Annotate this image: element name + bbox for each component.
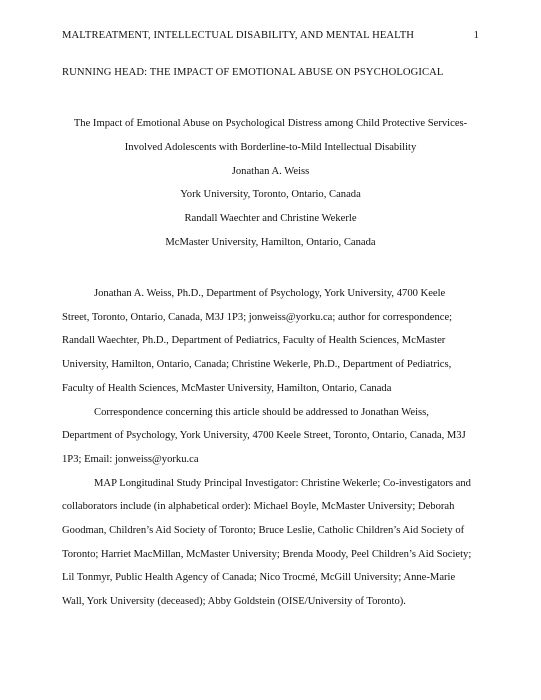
correspondence-line: Correspondence concerning this article should be addressed to Jonathan Weiss,	[94, 406, 429, 418]
study-team-line: Lil Tonmyr, Public Health Agency of Canada; Nico Trocmé, McGill University; Anne-Marie	[62, 572, 456, 584]
affiliation-1: York University, Toronto, Ontario, Canada	[180, 189, 361, 201]
title-block	[40, 112, 501, 255]
study-team-line: Toronto; Harriet MacMillan, McMaster University; Brenda Moody, Peel Children’s Aid Society;	[62, 548, 472, 560]
author-note-line: University, Hamilton, Ontario, Canada; Christine Wekerle, Ph.D., Department of Pediatrics,	[62, 359, 452, 371]
paper-title-line-1: The Impact of Emotional Abuse on Psychological Distress among Child Protective Services-	[73, 118, 468, 129]
affiliation-2: McMaster University, Hamilton, Ontario, Canada	[165, 236, 376, 248]
author-2: Randall Waechter and Christine Wekerle	[184, 213, 357, 225]
page-number: 1	[473, 30, 479, 41]
author-note	[62, 282, 479, 614]
study-team-line: Goodman, Children’s Aid Society of Toronto; Bruce Leslie, Catholic Children’s Aid Society of	[62, 525, 465, 537]
author-note-line: Street, Toronto, Ontario, Canada, M3J 1P3; jonweiss@yorku.ca; author for correspondence;	[62, 311, 453, 323]
author-note-line: Jonathan A. Weiss, Ph.D., Department of Psychology, York University, 4700 Keele	[94, 288, 446, 299]
author-1: Jonathan A. Weiss	[231, 165, 310, 177]
header-short-title: MALTREATMENT, INTELLECTUAL DISABILITY, AND MENTAL HEALTH	[62, 30, 415, 41]
correspondence-line: Department of Psychology, York University, 4700 Keele Street, Toronto, Ontario, Canada, M3J	[62, 430, 466, 442]
study-team-line: Wall, York University (deceased); Abby Goldstein (OISE/University of Toronto).	[62, 596, 406, 608]
study-team-line: MAP Longitudinal Study Principal Investigator: Christine Wekerle; Co-investigators and	[94, 477, 471, 489]
running-head: RUNNING HEAD: THE IMPACT OF EMOTIONAL ABUSE ON PSYCHOLOGICAL	[62, 67, 444, 78]
study-team-line: collaborators include (in alphabetical order): Michael Boyle, McMaster University; Deborah	[62, 501, 455, 513]
page-header	[62, 30, 479, 46]
paper-title-line-2: Involved Adolescents with Borderline-to-Mild Intellectual Disability	[124, 141, 417, 153]
author-note-line: Faculty of Health Sciences, McMaster University, Hamilton, Ontario, Canada	[62, 382, 392, 394]
correspondence-line: 1P3; Email: jonweiss@yorku.ca	[62, 453, 199, 465]
author-note-line: Randall Waechter, Ph.D., Department of Pediatrics, Faculty of Health Sciences, McMaster	[62, 335, 446, 347]
